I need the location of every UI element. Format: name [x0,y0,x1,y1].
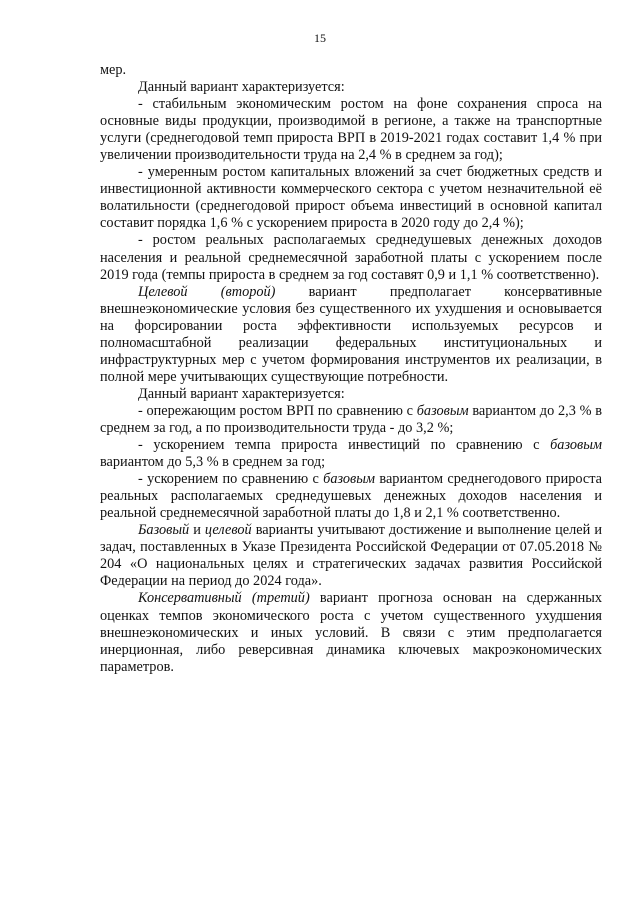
text-run: вариант предполагает консервативные внешнеэкономические условия без существенного их ухудшения и основывается на форсировании роста эффективности используемых ресурсов и полномасштабной реализации федеральных институциональных и инфраструктурных мер с учетом формирования инструментов их реализации, в полной мере учитывающих существующие потребности. [100,283,602,385]
italic-text: Целевой (второй) [138,283,276,300]
paragraph [100,590,602,675]
page-number: 15 [314,31,326,45]
text-run: - стабильным экономическим ростом на фоне сохранения спроса на основные виды продукции, производимой в регионе, а также на транспортные услуги (среднегодовой темп прироста ВРП в 2019-2021 годах составит 1,4 % при увеличении производительности труда на 2,4 % в среднем за год); [100,96,602,164]
italic-text: Базовый [138,522,190,539]
paragraph [100,522,602,590]
paragraph [100,284,602,386]
paragraph [100,164,602,232]
text-run: вариант прогноза основан на сдержанных оценках темпов экономического роста с учетом существенного ухудшения внешнеэкономических и иных условий. В связи с этим предполагается инерционная, либо реверсивная динамика ключевых макроэкономических параметров. [100,590,602,675]
paragraph [100,62,602,79]
text-run: - ростом реальных располагаемых среднедушевых денежных доходов населения и реальной среднемесячной заработной платы с ускорением после 2019 года (темпы прироста в среднем за год составят 0,9 и 1,1 % соответственно). [100,232,602,283]
italic-text: базовым [550,437,602,454]
text-run: мер. [100,62,127,78]
italic-text: базовым [416,402,469,419]
text-run: варианты учитывают достижение и выполнение целей и задач, поставленных в Указе Президента Российской Федерации от 07.05.2018 № 204 «О национальных целях и стратегических задачах развития Российской Федерации на период до 2024 года». [100,522,602,590]
text-run: и [189,522,205,539]
paragraph [100,79,602,96]
paragraph [100,96,602,164]
text-run: - умеренным ростом капитальных вложений за счет бюджетных средств и инвестиционной активности коммерческого сектора с учетом незначительной её волатильности (среднегодовой прирост объема инвестиций в основной капитал составит порядка 1,6 % с ускорением прироста в 2020 году до 2,4 %); [100,164,602,232]
text-run: - ускорением темпа прироста инвестиций по сравнению с [138,437,551,454]
text-run: - опережающим ростом ВРП по сравнению с [138,402,417,419]
text-run: вариантом среднегодового прироста реальных располагаемых среднедушевых денежных доходов населения и реальной среднемесячной заработной платы до 1,8 и 2,1 % соответственно. [100,471,602,522]
text-run: - ускорением по сравнению с [138,471,324,488]
text-run: Данный вариант характеризуется: [138,385,345,402]
text-run: Данный вариант характеризуется: [138,79,345,96]
paragraph [100,386,602,403]
italic-text: базовым [323,471,376,488]
paragraph [100,471,602,522]
paragraph [100,232,602,283]
text-run: вариантом до 5,3 % в среднем за год; [100,454,326,471]
italic-text: Консервативный (третий) [138,590,310,607]
document-body [100,62,602,676]
paragraph [100,437,602,471]
italic-text: целевой [204,522,252,539]
text-run: вариантом до 2,3 % в среднем за год, а по производительности труда - до 3,2 %; [100,402,602,436]
paragraph [100,403,602,437]
